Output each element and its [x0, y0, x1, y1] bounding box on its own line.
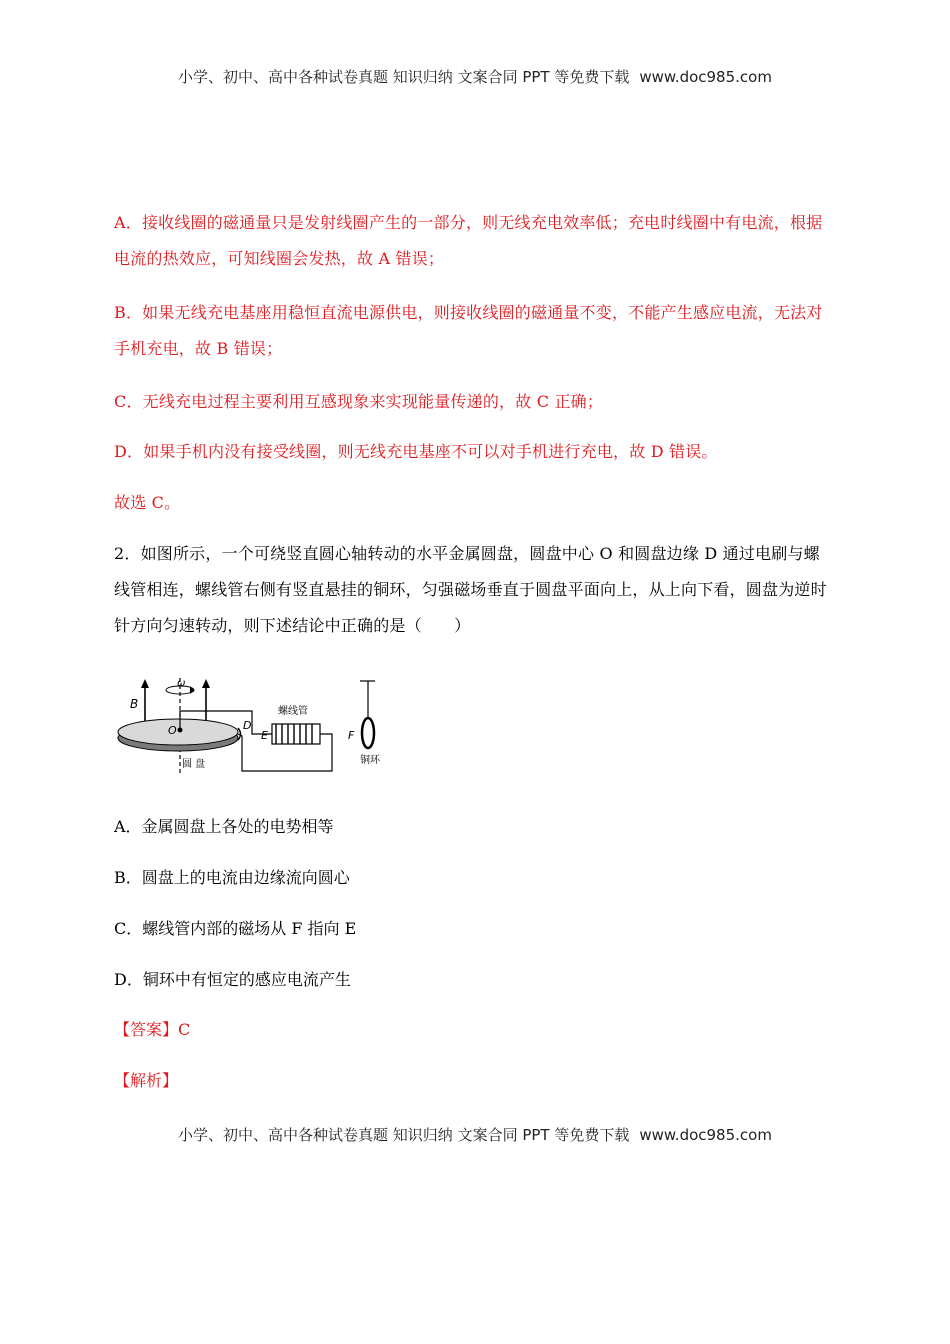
label-O: O: [168, 724, 177, 737]
header-text: 小学、初中、高中各种试卷真题 知识归纳 文案合同 PPT 等免费下载: [178, 68, 630, 86]
page-footer: [0, 1124, 950, 1145]
header-site[interactable]: www.doc985.com: [639, 68, 772, 86]
option-c: C．螺线管内部的磁场从 F 指向 E: [114, 919, 357, 938]
answer-label: 【答案】: [114, 1020, 179, 1039]
label-solenoid: 螺线管: [278, 706, 308, 717]
label-F: F: [348, 729, 355, 742]
label-ring: 铜环: [360, 755, 380, 766]
field-arrowhead-left: [141, 679, 149, 688]
label-omega: ω: [177, 678, 186, 689]
question-2-stem: 2．如图所示，一个可绕竖直圆心轴转动的水平金属圆盘，圆盘中心 O 和圆盘边缘 D 通过电刷与螺线管相连，螺线管右侧有竖直悬挂的铜环，匀强磁场垂直于圆盘平面向上，从上向下看，圆盘为逆时针方向匀速转动，则下述结论中正确的是（ ）: [114, 544, 827, 635]
answer-value: C: [178, 1020, 191, 1039]
rotation-arrowhead: [190, 686, 194, 694]
explanation-b: B．如果无线充电基座用稳恒直流电源供电，则接收线圈的磁通量不变，不能产生感应电流，无法对手机充电，故 B 错误；: [114, 303, 823, 358]
copper-ring: [362, 718, 374, 748]
footer-site[interactable]: www.doc985.com: [639, 1126, 772, 1144]
solenoid-coils: [276, 724, 312, 744]
disk-solenoid-figure: [110, 676, 400, 786]
label-disk: 圆 盘: [182, 759, 206, 770]
page-header: [0, 66, 950, 87]
solenoid: [272, 724, 320, 744]
label-E: E: [261, 729, 268, 742]
explanation-d: D．如果手机内没有接受线圈，则无线充电基座不可以对手机进行充电，故 D 错误。: [114, 442, 718, 461]
answer-line: [114, 1018, 190, 1042]
metal-disk: [118, 719, 238, 745]
option-d: D．铜环中有恒定的感应电流产生: [114, 970, 351, 989]
analysis-label: 【解析】: [114, 1071, 179, 1090]
option-b: B．圆盘上的电流由边缘流向圆心: [114, 868, 350, 887]
label-B: B: [130, 697, 139, 711]
option-a: A．金属圆盘上各处的电势相等: [114, 817, 334, 836]
explanation-c: C．无线充电过程主要利用互感现象来实现能量传递的，故 C 正确；: [114, 392, 604, 411]
analysis-line: [114, 1069, 178, 1093]
footer-text: 小学、初中、高中各种试卷真题 知识归纳 文案合同 PPT 等免费下载: [178, 1126, 630, 1144]
label-D: D: [243, 719, 252, 732]
explanation-a: A．接收线圈的磁通量只是发射线圈产生的一部分，则无线充电效率低；充电时线圈中有电流，根据电流的热效应，可知线圈会发热，故 A 错误；: [114, 213, 823, 268]
explanation-conclusion: 故选 C。: [114, 493, 181, 512]
field-arrowhead-right: [202, 679, 210, 688]
